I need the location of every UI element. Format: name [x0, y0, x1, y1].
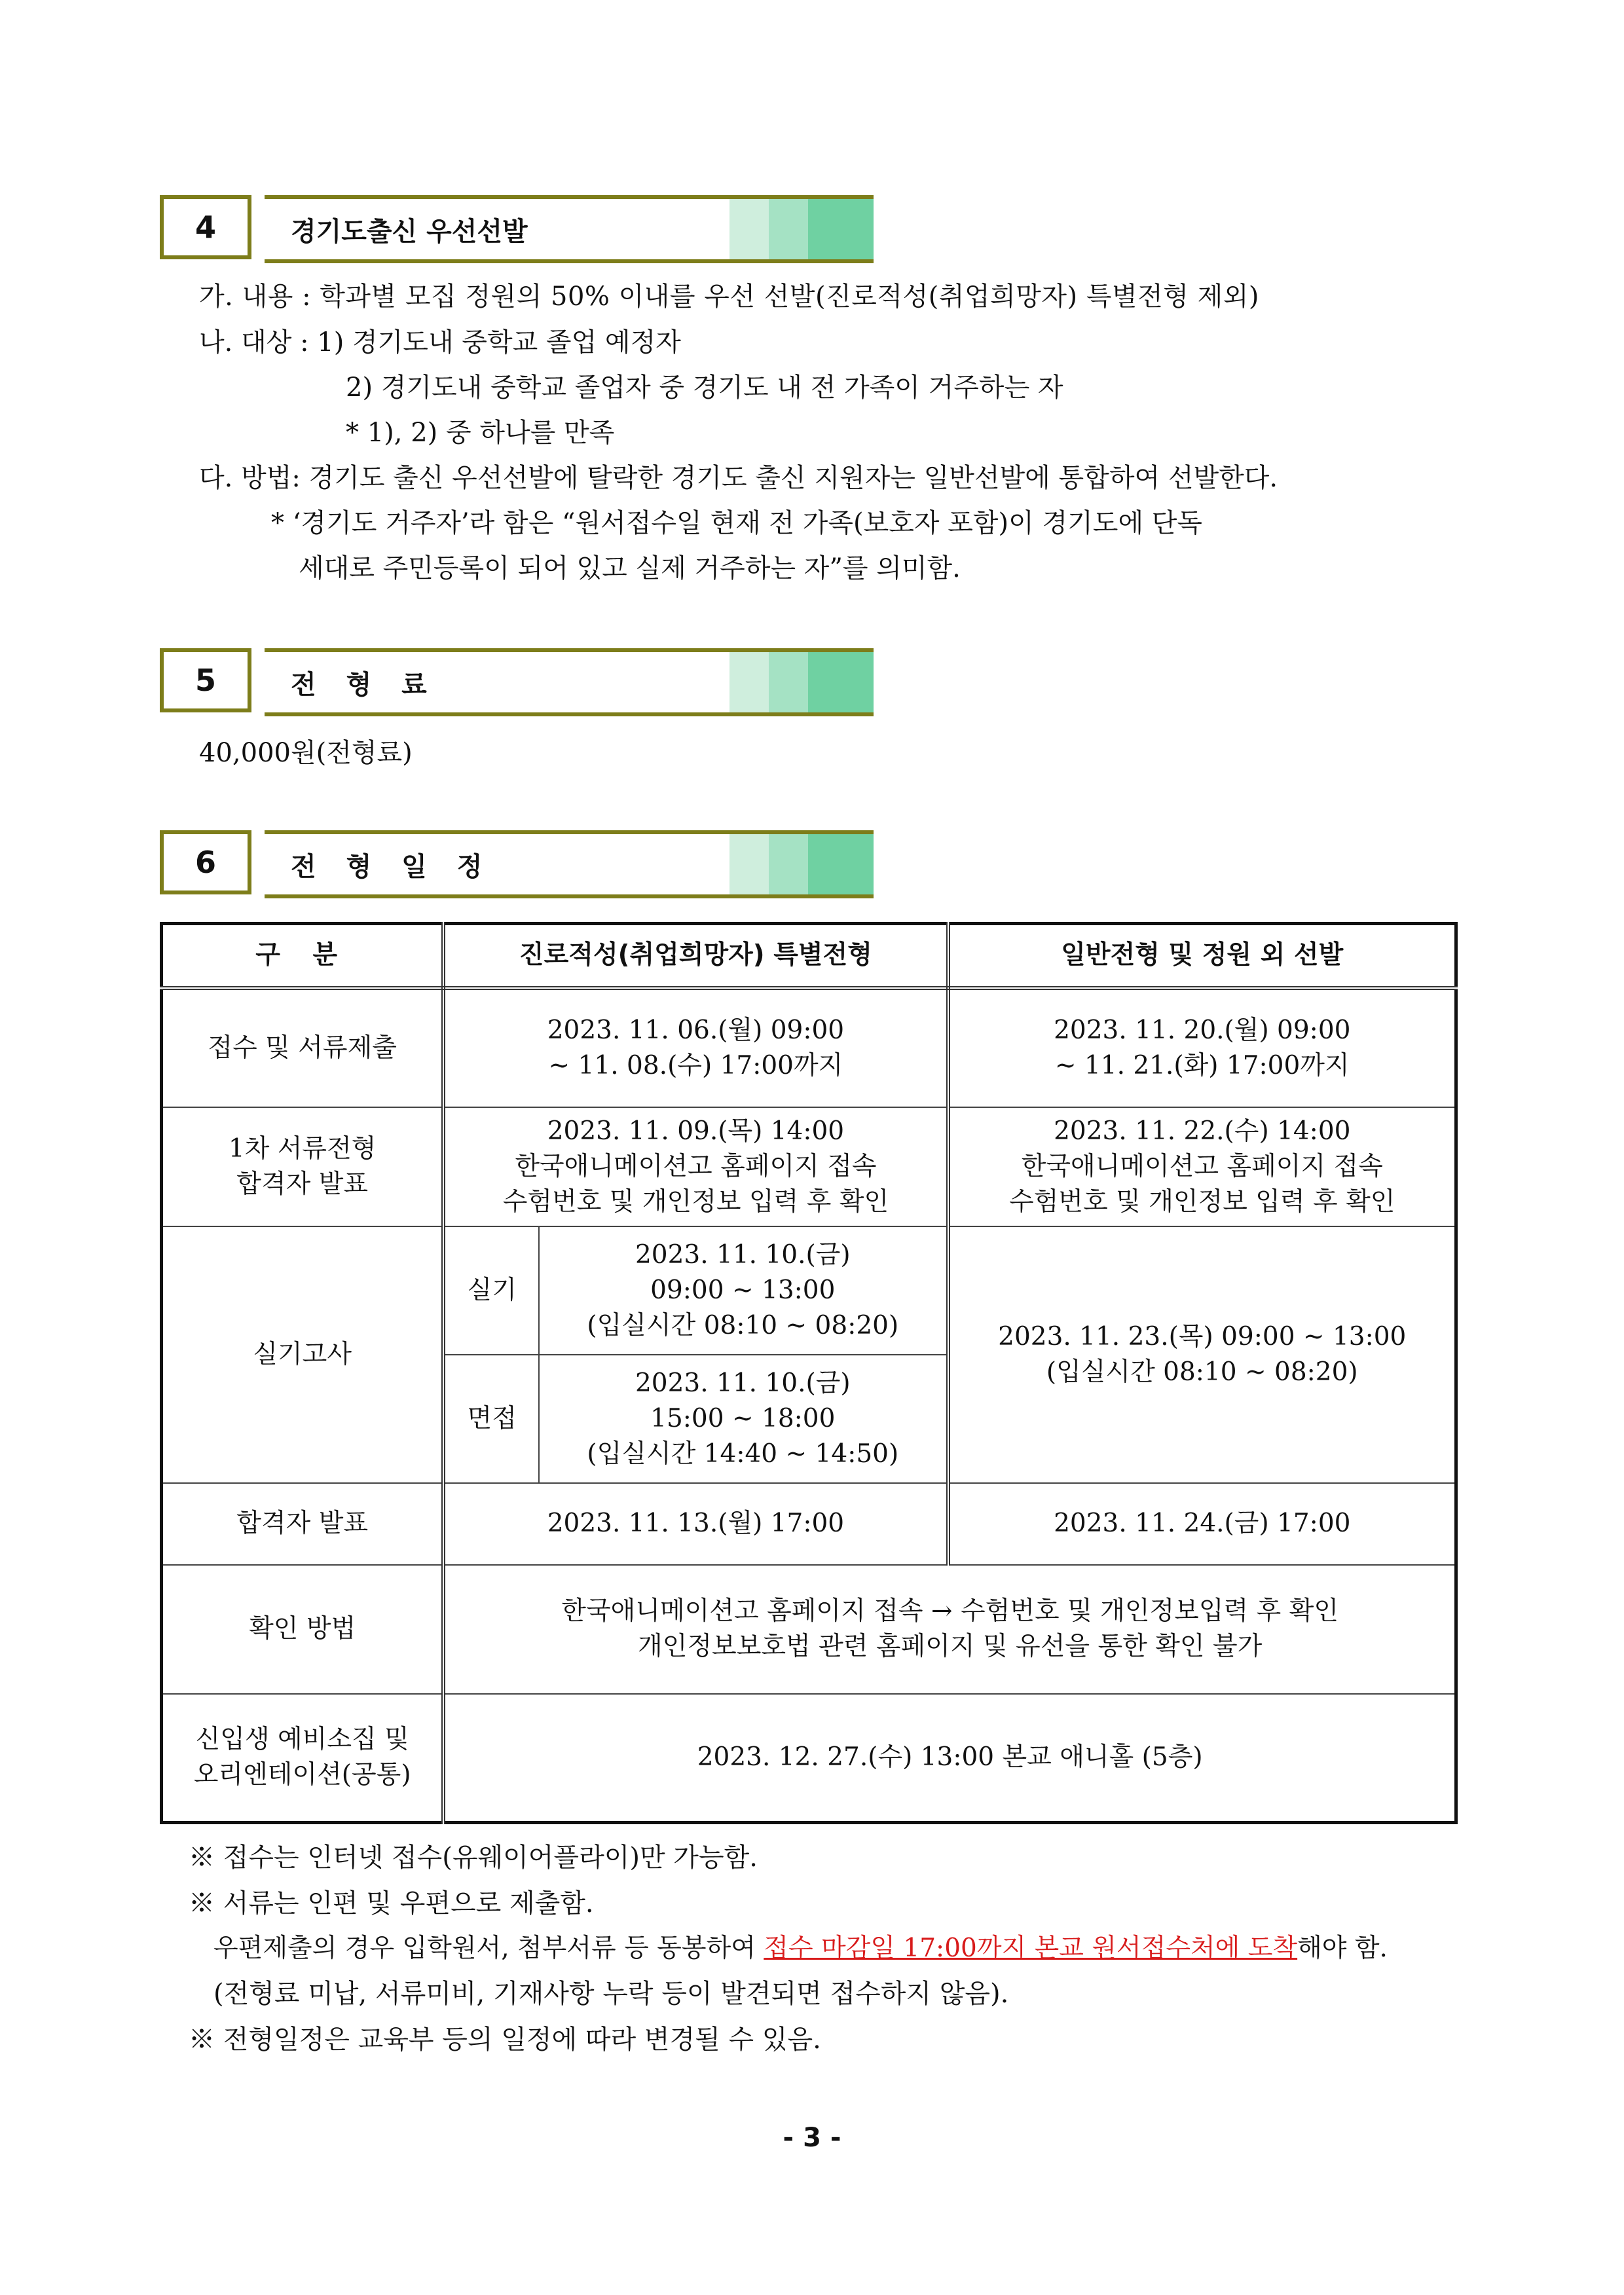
table-row — [162, 988, 1456, 1107]
announce-special: 2023. 11. 13.(월) 17:00 — [443, 1483, 948, 1565]
cell-line: 1차 서류전형 — [228, 1133, 377, 1164]
interview-special — [539, 1355, 948, 1483]
orientation-value: 2023. 12. 27.(수) 13:00 본교 애니홀 (5층) — [443, 1694, 1456, 1823]
note-documents: ※ 서류는 인편 및 우편으로 제출함. — [189, 1888, 594, 1919]
row-label: 합격자 발표 — [162, 1483, 444, 1565]
header-category: 구 분 — [162, 924, 444, 988]
fee-text: 40,000원(전형료) — [199, 738, 413, 768]
cell-line: 2023. 11. 22.(수) 14:00 — [1054, 1116, 1351, 1146]
sub-label-interview: 면접 — [443, 1355, 539, 1483]
cell-line: (입실시간 08:10 ~ 08:20) — [1046, 1357, 1358, 1387]
decor-strip — [808, 834, 874, 894]
note-mail — [213, 1932, 1388, 1965]
cell-line: 15:00 ~ 18:00 — [650, 1403, 836, 1433]
decor-strip — [769, 199, 808, 259]
cell-line: 2023. 11. 06.(월) 09:00 — [547, 1015, 845, 1045]
first-general — [948, 1107, 1456, 1226]
cell-line: 2023. 11. 23.(목) 09:00 ~ 13:00 — [998, 1321, 1407, 1351]
cell-line: 2023. 11. 09.(목) 14:00 — [547, 1116, 845, 1146]
schedule-table — [160, 922, 1458, 1824]
cell-line: 수험번호 및 개인정보 입력 후 확인 — [1009, 1186, 1395, 1217]
row-label: 접수 및 서류제출 — [162, 988, 444, 1107]
s4-line-target: 나. 대상 : 1) 경기도내 중학교 졸업 예정자 — [199, 327, 681, 358]
note-internet: ※ 접수는 인터넷 접수(유웨이어플라이)만 가능함. — [189, 1843, 758, 1873]
table-row — [162, 1226, 1456, 1355]
cell-line: 2023. 11. 10.(금) — [635, 1368, 851, 1398]
cell-line: 한국애니메이션고 홈페이지 접속 — [515, 1151, 877, 1181]
cell-line: 수험번호 및 개인정보 입력 후 확인 — [502, 1186, 889, 1217]
section-number: 6 — [160, 830, 251, 894]
decor-strip — [729, 652, 769, 712]
table-header-row — [162, 924, 1456, 988]
decor-strip — [769, 834, 808, 894]
cell-line: 합격자 발표 — [236, 1169, 369, 1199]
s4-line-content: 가. 내용 : 학과별 모집 정원의 50% 이내를 우선 선발(진로적성(취업희망자) 특별전형 제외) — [199, 282, 1260, 312]
confirm-method — [443, 1565, 1456, 1694]
note-mail-pre: 우편제출의 경우 입학원서, 첨부서류 등 동봉하여 — [213, 1934, 764, 1963]
decor-strip — [808, 199, 874, 259]
cell-line: 2023. 11. 20.(월) 09:00 — [1054, 1015, 1351, 1045]
section-title: 전 형 일 정 — [291, 851, 493, 882]
section-title-bar — [265, 195, 874, 263]
row-label — [162, 1107, 444, 1226]
table-row — [162, 1107, 1456, 1226]
cell-line: (입실시간 08:10 ~ 08:20) — [587, 1310, 899, 1340]
practical-special — [539, 1226, 948, 1355]
practical-general — [948, 1226, 1456, 1483]
cell-line: 2023. 11. 10.(금) — [635, 1239, 851, 1270]
table-row — [162, 1694, 1456, 1823]
section-title-bar — [265, 648, 874, 716]
s4-line-target-note: * 1), 2) 중 하나를 만족 — [346, 418, 615, 448]
reception-general — [948, 988, 1456, 1107]
cell-line: ~ 11. 21.(화) 17:00까지 — [1054, 1050, 1350, 1080]
sub-label-practical: 실기 — [443, 1226, 539, 1355]
reception-special — [443, 988, 948, 1107]
note-rejection: (전형료 미납, 서류미비, 기재사항 누락 등이 발견되면 접수하지 않음). — [213, 1979, 1009, 2009]
cell-line: 오리엔테이션(공통) — [193, 1760, 411, 1790]
note-mail-post: 해야 함. — [1297, 1934, 1388, 1963]
table-row — [162, 1565, 1456, 1694]
note-mail-deadline: 접수 마감일 17:00까지 본교 원서접수처에 도착 — [764, 1934, 1298, 1963]
cell-line: 한국애니메이션고 홈페이지 접속 → 수험번호 및 개인정보입력 후 확인 — [561, 1596, 1339, 1626]
s4-line-method: 다. 방법: 경기도 출신 우선선발에 탈락한 경기도 출신 지원자는 일반선발에 통합하여 선발한다. — [199, 463, 1278, 493]
table-row — [162, 1483, 1456, 1565]
header-special: 진로적성(취업희망자) 특별전형 — [443, 924, 948, 988]
decor-strip — [808, 652, 874, 712]
s4-line-definition-2: 세대로 주민등록이 되어 있고 실제 거주하는 자”를 의미함. — [299, 553, 961, 583]
decor-strip — [729, 834, 769, 894]
section-title: 경기도출신 우선선발 — [291, 216, 528, 247]
note-schedule-change: ※ 전형일정은 교육부 등의 일정에 따라 변경될 수 있음. — [189, 2025, 821, 2055]
row-label: 확인 방법 — [162, 1565, 444, 1694]
section-number: 5 — [160, 648, 251, 712]
page-number: - 3 - — [783, 2123, 841, 2153]
cell-line: 09:00 ~ 13:00 — [650, 1275, 836, 1305]
section-number: 4 — [160, 195, 251, 259]
decor-strip — [729, 199, 769, 259]
s4-line-target-2: 2) 경기도내 중학교 졸업자 중 경기도 내 전 가족이 거주하는 자 — [346, 373, 1063, 403]
cell-line: (입실시간 14:40 ~ 14:50) — [587, 1439, 899, 1469]
header-general: 일반전형 및 정원 외 선발 — [948, 924, 1456, 988]
section-title-bar — [265, 830, 874, 898]
announce-general: 2023. 11. 24.(금) 17:00 — [948, 1483, 1456, 1565]
row-label — [162, 1694, 444, 1823]
s4-line-definition: * ‘경기도 거주자’라 함은 “원서접수일 현재 전 가족(보호자 포함)이 경기도에 단독 — [271, 508, 1203, 538]
cell-line: 개인정보보호법 관련 홈페이지 및 유선을 통한 확인 불가 — [638, 1632, 1263, 1661]
section-title: 전 형 료 — [291, 669, 437, 700]
cell-line: ~ 11. 08.(수) 17:00까지 — [548, 1050, 843, 1080]
cell-line: 신입생 예비소집 및 — [195, 1725, 409, 1755]
row-label: 실기고사 — [162, 1226, 444, 1483]
first-special — [443, 1107, 948, 1226]
decor-strip — [769, 652, 808, 712]
cell-line: 한국애니메이션고 홈페이지 접속 — [1021, 1151, 1383, 1181]
